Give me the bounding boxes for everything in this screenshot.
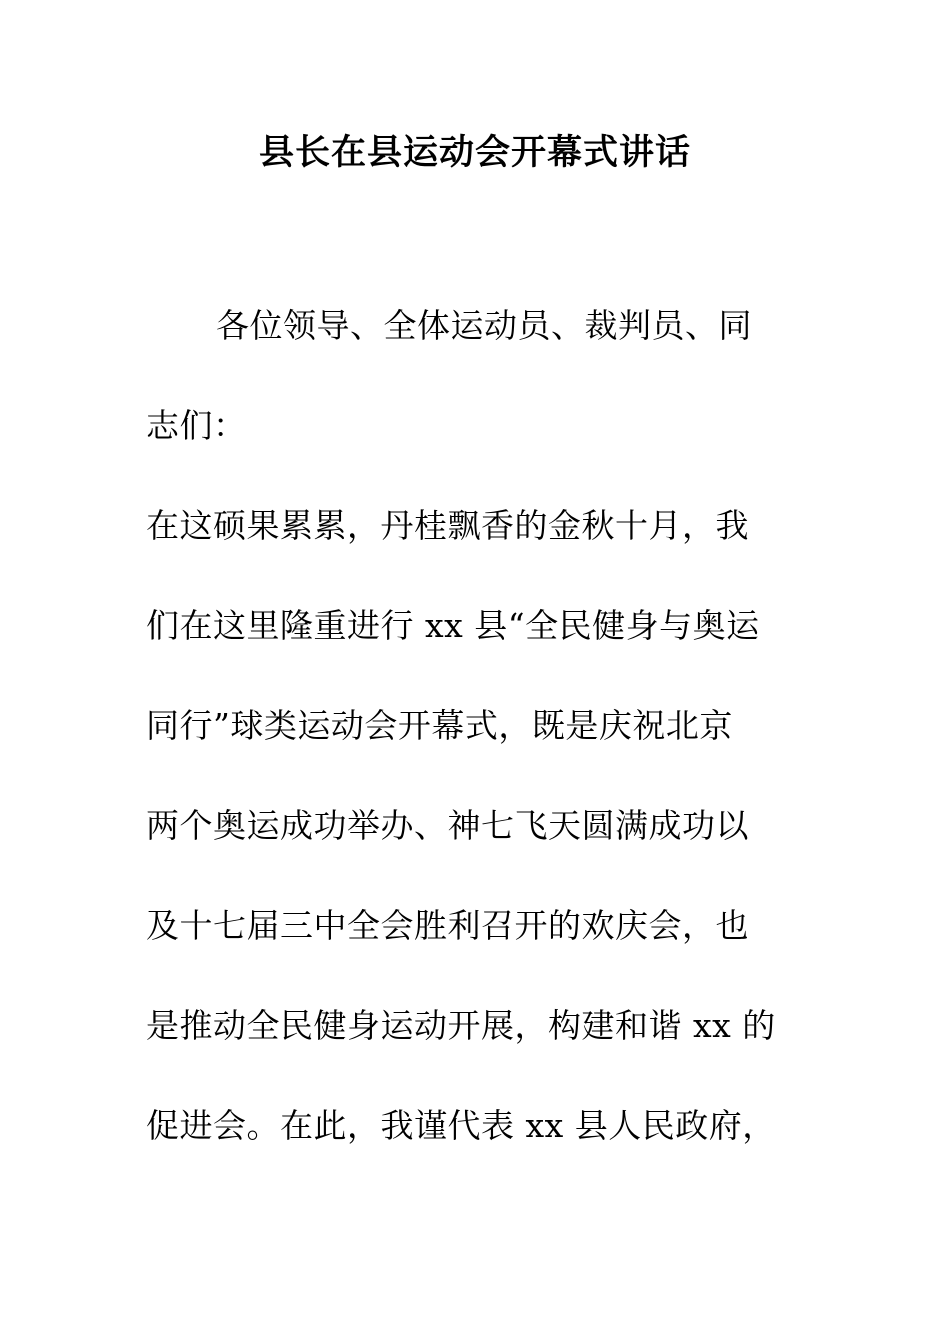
salutation-line-cont: 志们： <box>146 406 247 445</box>
paragraph-line: 们在这里隆重进行 xx 县“全民健身与奥运 <box>146 606 760 645</box>
salutation-line: 各位领导、全体运动员、裁判员、同 <box>216 306 752 345</box>
document-title: 县长在县运动会开幕式讲话 <box>258 132 691 173</box>
paragraph-line: 是推动全民健身运动开展，构建和谐 xx 的 <box>146 1006 776 1045</box>
paragraph-line: 及十七届三中全会胜利召开的欢庆会，也 <box>146 906 749 945</box>
paragraph-line: 两个奥运成功举办、神七飞天圆满成功以 <box>146 806 749 845</box>
paragraph-line: 促进会。在此，我谨代表 xx 县人民政府， <box>146 1106 776 1145</box>
document-body <box>146 300 806 1200</box>
paragraph-line: 同行”球类运动会开幕式，既是庆祝北京 <box>146 706 733 745</box>
paragraph-line: 在这硕果累累，丹桂飘香的金秋十月，我 <box>146 506 749 545</box>
